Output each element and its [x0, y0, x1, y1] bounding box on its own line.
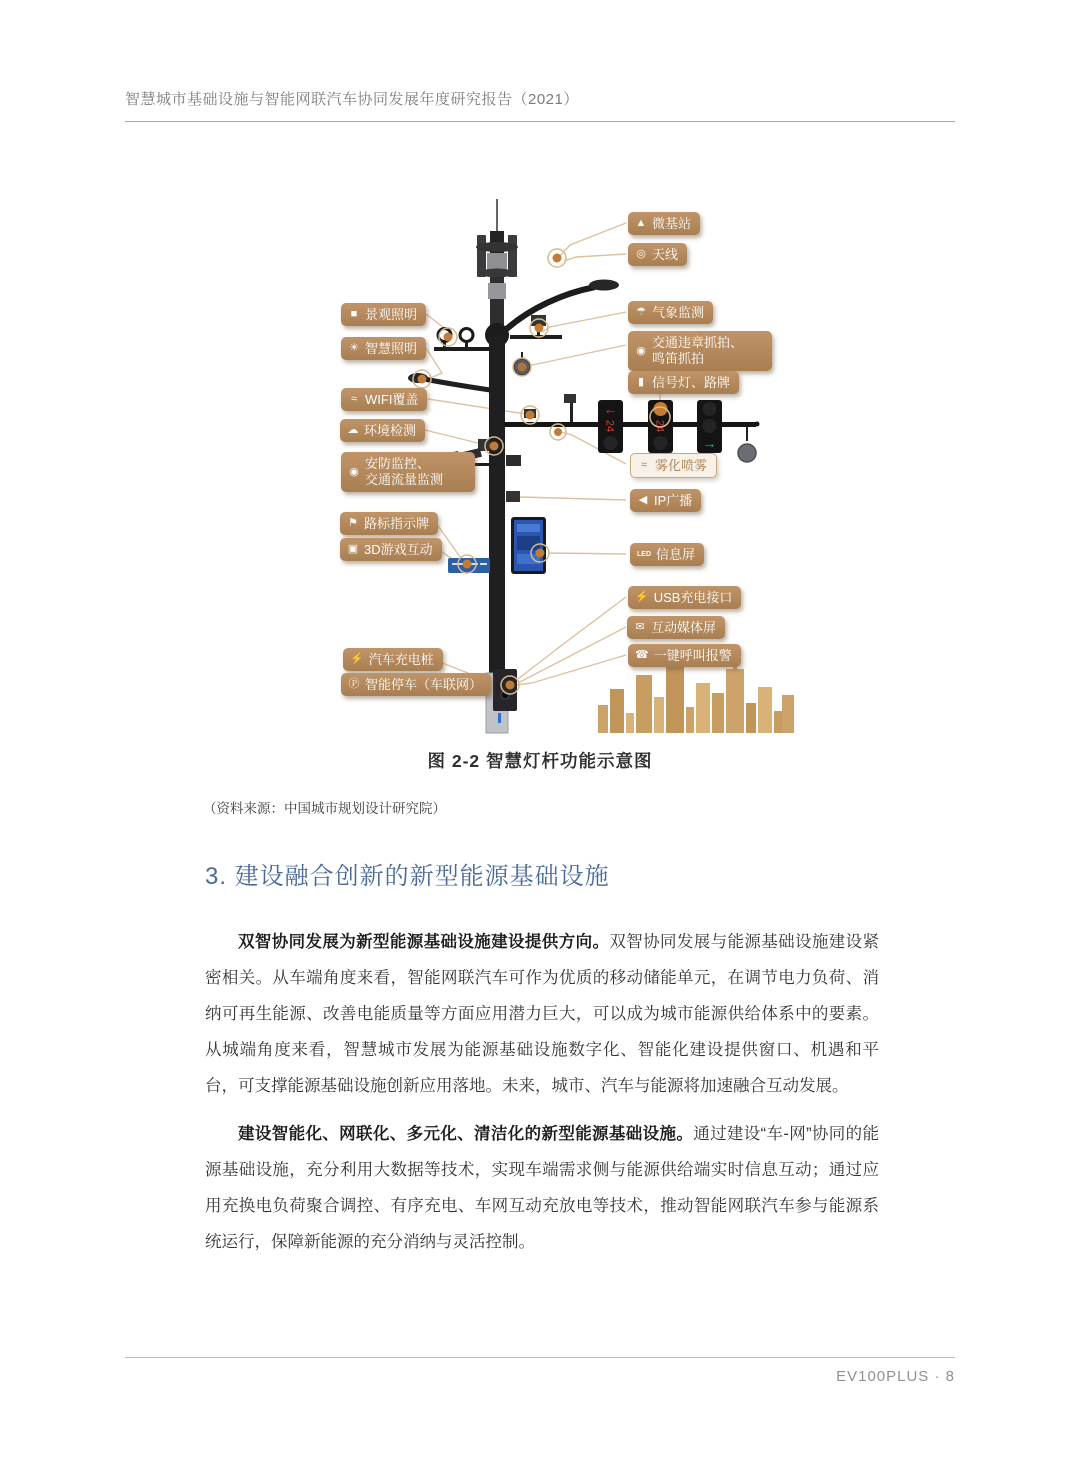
section-body [205, 924, 879, 1260]
label-weather-monitoring [628, 301, 713, 324]
label-text: 交通流量监测 [365, 472, 444, 487]
mist-icon: ≈ [640, 459, 648, 471]
label-text: 路标指示牌 [364, 516, 430, 531]
label-text: 信号灯、路牌 [652, 375, 731, 390]
page-header-title: 智慧城市基础设施与智能网联汽车协同发展年度研究报告（2021） [125, 91, 579, 108]
countdown-1: 24 [603, 419, 616, 433]
label-interactive-media-screen [627, 616, 725, 639]
label-ip-broadcast [630, 489, 701, 512]
traffic-light-icon: ▮ [637, 376, 645, 388]
weather-icon: ☂ [636, 306, 646, 318]
paragraph-2-body: 通过建设“车-网”协同的能源基础设施，充分利用大数据等技术，实现车端需求侧与能源供给端实时信息互动；通过应用充换电负荷聚合调控、有序充电、车网互动充放电等技术，推动智能网联汽车参与能源系统运行，保障新能源的充分消纳与灵活控制。 [205, 1125, 879, 1251]
speaker-icon: ◀ [638, 494, 648, 506]
media-screen-icon: ✉ [635, 621, 645, 633]
label-text: 安防监控、 [365, 456, 431, 471]
parking-icon: Ⓟ [348, 678, 360, 690]
label-ev-charging-pile [343, 648, 443, 671]
label-usb-charging-port [628, 586, 741, 609]
label-text: 微基站 [652, 216, 692, 231]
label-smart-lighting [341, 337, 426, 360]
landscape-lighting-icon: ■ [350, 308, 358, 320]
label-text: 3D游戏互动 [364, 542, 433, 557]
paragraph-2 [205, 1116, 879, 1260]
label-info-screen [630, 543, 704, 566]
label-wifi-coverage [341, 388, 427, 411]
right-arrow-glyph: → [702, 435, 717, 451]
cloud-icon: ☁ [347, 424, 359, 436]
footer-page-number: EV100PLUS · 8 [836, 1368, 955, 1385]
game-screen-icon: ▣ [347, 543, 359, 555]
paragraph-1 [205, 924, 879, 1104]
label-traffic-violation-capture [628, 331, 772, 371]
label-mist-spray [630, 453, 717, 478]
paragraph-2-lead: 建设智能化、网联化、多元化、清洁化的新型能源基础设施。 [238, 1125, 694, 1143]
wifi-icon: ≈ [350, 393, 358, 405]
base-station-icon: ▲ [635, 217, 647, 229]
countdown-2: 24 [653, 419, 666, 433]
label-environment-monitoring [340, 419, 425, 442]
label-text: 鸣笛抓拍 [652, 351, 705, 366]
label-antenna [628, 243, 687, 266]
label-text: IP广播 [654, 493, 693, 508]
charging-icon: ⚡ [350, 653, 364, 665]
section-heading: 3. 建设融合创新的新型能源基础设施 [205, 863, 610, 890]
phone-icon: ☎ [635, 649, 649, 661]
label-text: 智慧照明 [365, 341, 418, 356]
signpost-icon: ⚑ [348, 517, 358, 529]
label-text: 气象监测 [652, 305, 705, 320]
label-smart-parking [341, 673, 491, 696]
label-security-traffic-monitoring [341, 452, 475, 492]
label-text: WIFI覆盖 [365, 392, 419, 407]
camera-icon: ◉ [349, 465, 359, 478]
label-road-sign [340, 512, 438, 535]
smart-pole-figure [330, 195, 800, 740]
label-landscape-lighting [341, 303, 426, 326]
antenna-icon: ◎ [636, 248, 646, 260]
left-arrow-glyph: ← [603, 401, 618, 417]
violation-camera-icon: ◉ [636, 344, 646, 357]
usb-icon: ⚡ [635, 591, 649, 603]
label-text: 一键呼叫报警 [653, 648, 732, 663]
figure-source: （资料来源：中国城市规划设计研究院） [203, 801, 446, 816]
label-micro-base-station [628, 212, 700, 235]
label-text: 雾化喷雾 [655, 458, 708, 473]
label-text: 交通违章抓拍、 [652, 335, 744, 350]
label-text: 互动媒体屏 [651, 620, 717, 635]
label-text: 景观照明 [365, 307, 418, 322]
label-3d-game-interaction [340, 538, 442, 561]
label-text: 环境检测 [364, 423, 417, 438]
label-text: 汽车充电桩 [368, 652, 434, 667]
label-emergency-call [628, 644, 741, 667]
smart-lighting-icon: ☀ [349, 342, 359, 354]
paragraph-1-body: 双智协同发展与能源基础设施建设紧密相关。从车端角度来看，智能网联汽车可作为优质的移动储能单元，在调节电力负荷、消纳可再生能源、改善电能质量等方面应用潜力巨大，可以成为城市能源供给体系中的要素。从城端角度来看，智慧城市发展为能源基础设施数字化、智能化建设提供窗口、机遇和平台，可支撑能源基础设施创新应用落地。未来，城市、汽车与能源将加速融合互动发展。 [205, 933, 880, 1095]
label-text: 天线 [652, 247, 679, 262]
led-icon: LED [637, 551, 651, 558]
footer-divider [125, 1357, 955, 1358]
header-divider [125, 121, 955, 122]
label-text: 信息屏 [656, 547, 696, 562]
label-signal-light-sign [628, 371, 739, 394]
label-text: 智能停车（车联网） [365, 677, 483, 692]
label-text: USB充电接口 [653, 590, 733, 605]
paragraph-1-lead: 双智协同发展为新型能源基础设施建设提供方向。 [238, 933, 610, 951]
figure-caption: 图 2-2 智慧灯杆功能示意图 [427, 751, 653, 771]
